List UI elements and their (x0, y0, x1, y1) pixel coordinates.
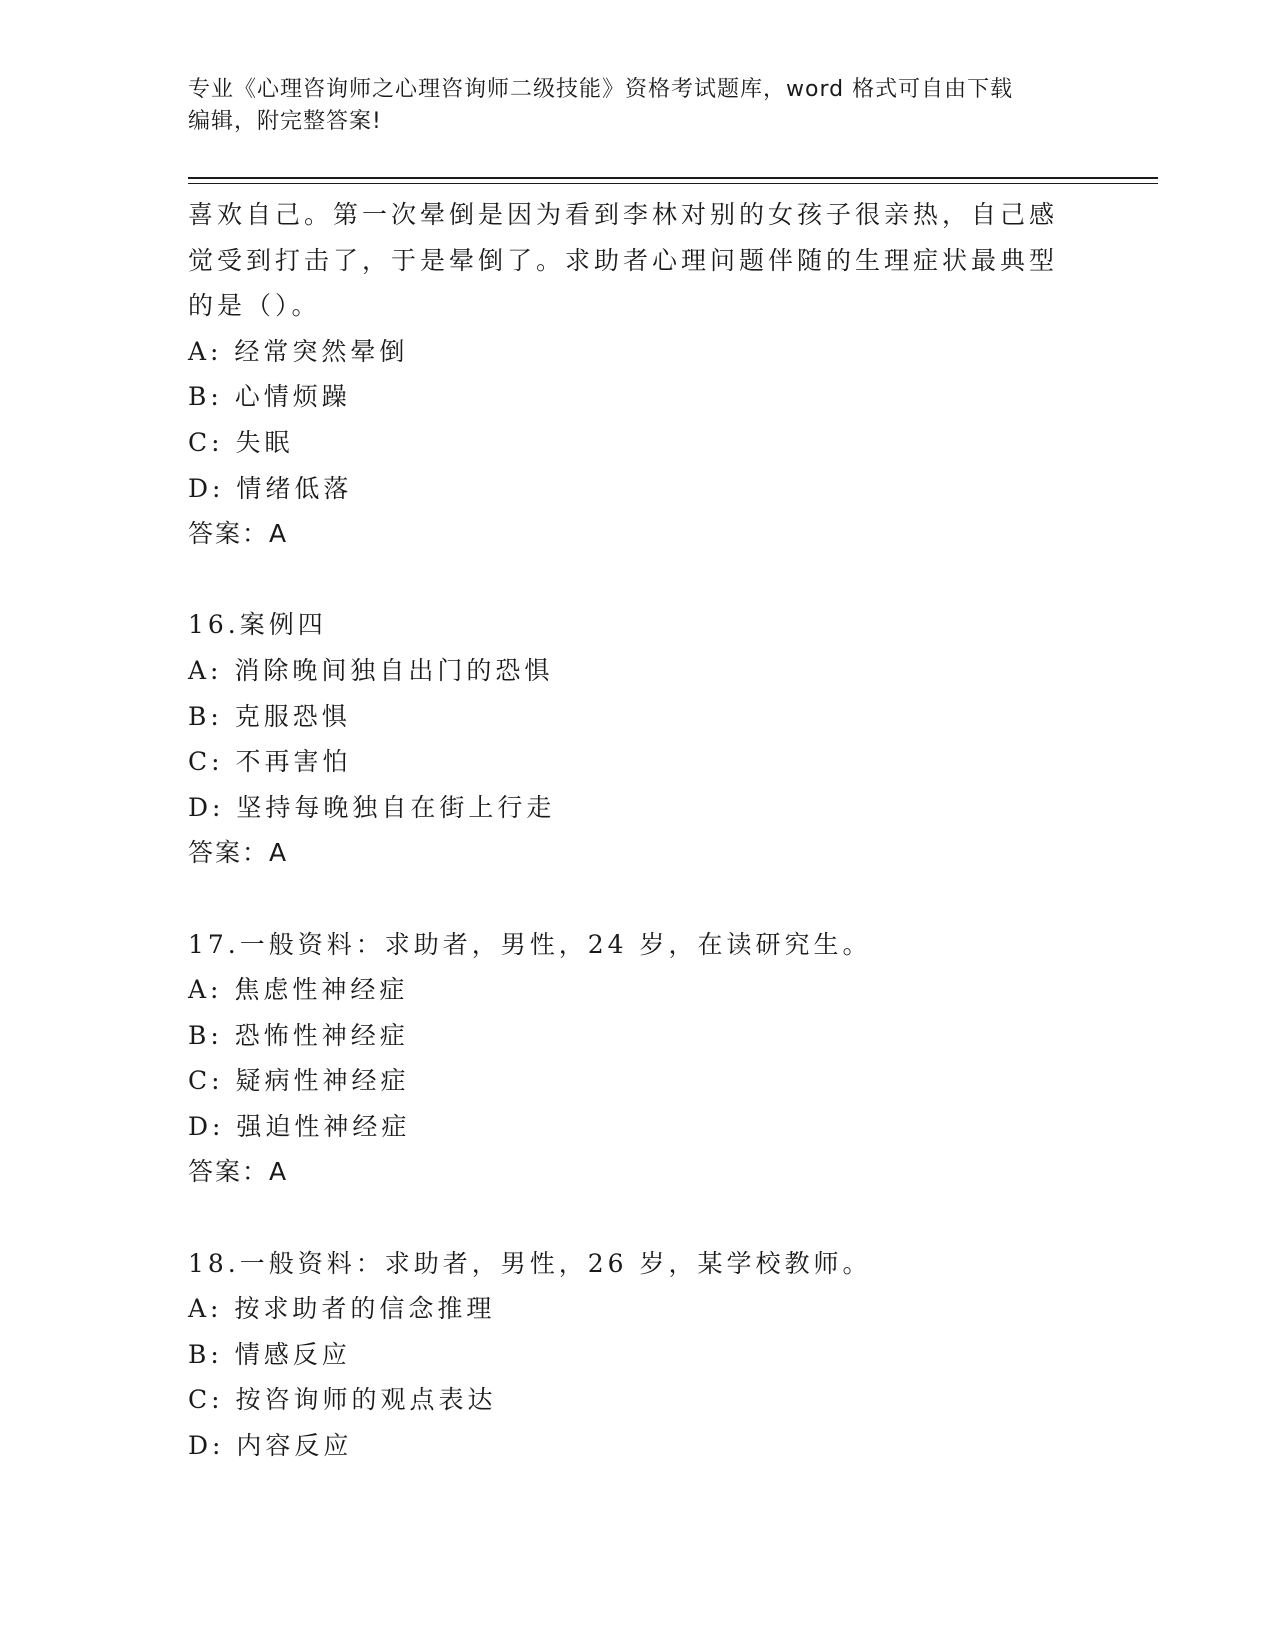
question-stem: 17.一般资料：求助者，男性，24 岁，在读研究生。 (188, 929, 872, 959)
option-a: A: 焦虑性神经症 (188, 975, 409, 1005)
answer: 答案：A (188, 838, 289, 868)
question-stem-line: 觉受到打击了，于是晕倒了。求助者心理问题伴随的生理症状最典型 (188, 245, 1059, 275)
option-d: D: 强迫性神经症 (188, 1111, 411, 1141)
question-15 (188, 192, 1088, 557)
option-c: C: 疑病性神经症 (188, 1066, 410, 1096)
spacer (188, 1195, 1088, 1241)
option-d: D: 内容反应 (188, 1431, 353, 1461)
option-b: B: 恐怖性神经症 (188, 1020, 409, 1050)
question-stem-line: 的是（）。 (188, 291, 321, 321)
option-a: A: 按求助者的信念推理 (188, 1294, 496, 1324)
question-17 (188, 922, 1088, 1196)
question-stem-line: 喜欢自己。第一次晕倒是因为看到李林对别的女孩子很亲热，自己感 (188, 200, 1059, 229)
page-header (188, 74, 1068, 138)
header-divider-thick (188, 177, 1158, 179)
question-content (188, 192, 1088, 1469)
question-stem: 18.一般资料：求助者，男性，26 岁，某学校教师。 (188, 1248, 872, 1278)
option-d: D: 情绪低落 (188, 473, 353, 503)
question-18 (188, 1241, 1088, 1469)
header-line-2: 编辑，附完整答案! (188, 109, 382, 134)
spacer (188, 876, 1088, 922)
question-stem: 16.案例四 (188, 610, 327, 640)
option-b: B: 情感反应 (188, 1339, 351, 1369)
option-a: A: 经常突然晕倒 (188, 336, 409, 366)
option-d: D: 坚持每晚独自在街上行走 (188, 792, 556, 822)
option-c: C: 按咨询师的观点表达 (188, 1385, 497, 1415)
answer: 答案：A (188, 1157, 289, 1187)
option-b: B: 克服恐惧 (188, 701, 351, 731)
option-a: A: 消除晚间独自出门的恐惧 (188, 655, 554, 685)
answer: 答案：A (188, 519, 289, 549)
option-c: C: 失眠 (188, 427, 294, 457)
header-divider-thin (188, 183, 1158, 184)
spacer (188, 557, 1088, 603)
header-line-1: 专业《心理咨询师之心理咨询师二级技能》资格考试题库，word 格式可自由下载 (188, 77, 1014, 102)
option-c: C: 不再害怕 (188, 747, 352, 777)
question-16 (188, 602, 1088, 876)
option-b: B: 心情烦躁 (188, 382, 351, 412)
